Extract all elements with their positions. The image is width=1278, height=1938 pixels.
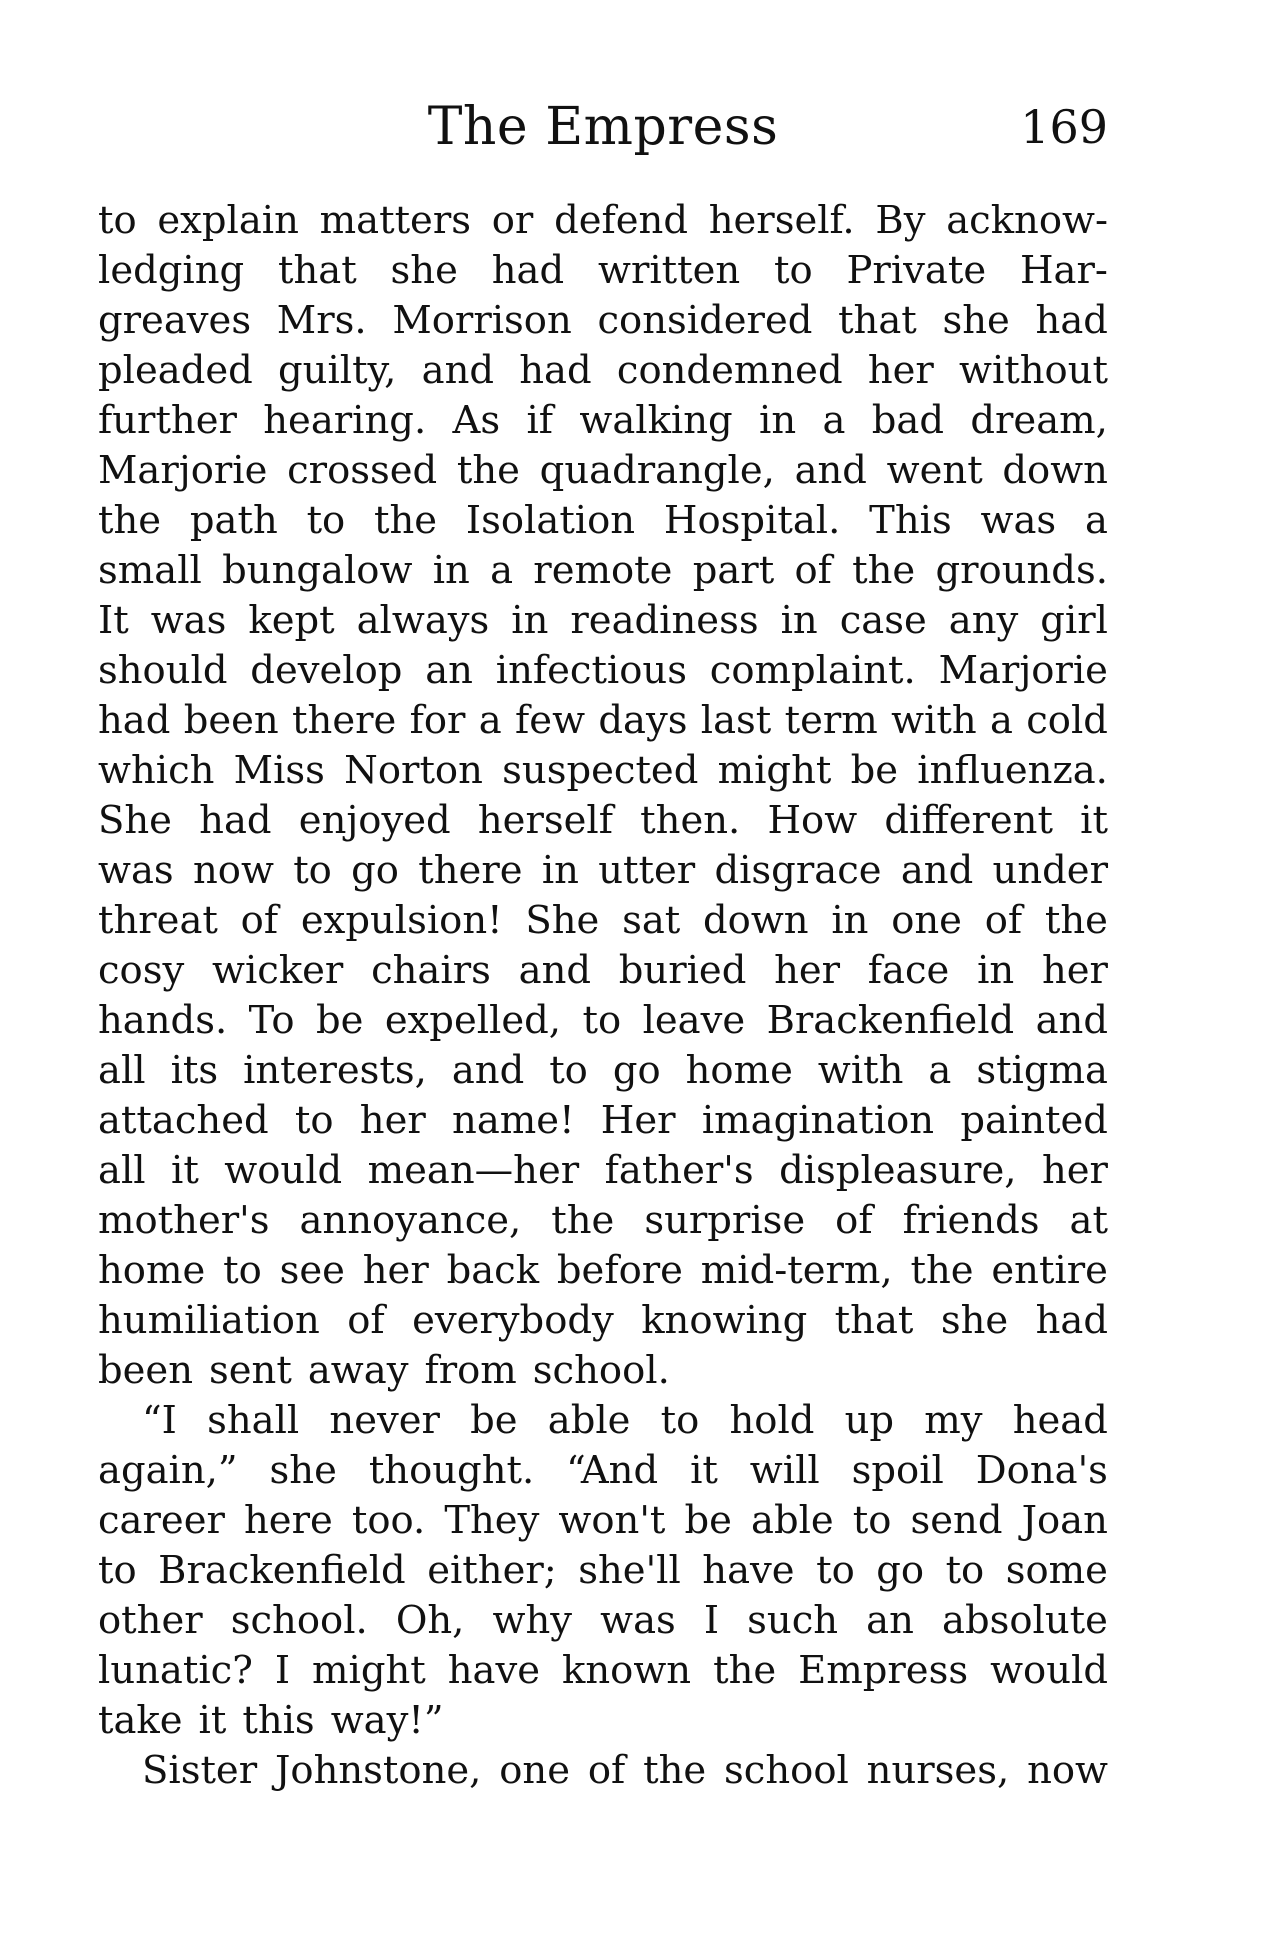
word: hearing. [263,398,427,443]
word: walking [579,398,733,443]
text-line [98,546,1108,596]
text-line [98,946,1108,996]
word: the [713,1648,777,1693]
word: she [390,248,458,293]
text-line [98,1296,1108,1346]
text-line [98,1396,1108,1446]
word: of [347,1298,385,1343]
word: utter [598,848,696,893]
word: sent [209,1348,292,1393]
text-line [98,796,1108,846]
word: a [478,698,502,743]
word: threat [98,898,218,943]
word: This [869,498,952,543]
word: have [702,1548,795,1593]
word: one [499,1748,570,1793]
text-line [98,296,1108,346]
word: a [989,698,1013,743]
word: my [924,1398,983,1443]
word: How [767,798,858,843]
word: before [556,1248,683,1293]
word: one [891,898,962,943]
word: why [492,1598,573,1643]
word: again,” [98,1448,238,1493]
word: complaint. [709,648,916,693]
word: down [703,898,809,943]
word: be [315,998,364,1043]
word: It [98,598,129,643]
word: herself. [708,198,855,243]
word: knowing [641,1298,808,1343]
word: enjoyed [298,798,451,843]
word: see [279,1248,345,1293]
word: never [329,1398,440,1443]
word: take [98,1698,183,1743]
text-line [98,496,1108,546]
word: had [199,798,272,843]
word: Private [846,248,987,293]
word: to [816,1548,855,1593]
word: in [759,398,797,443]
word: go [351,848,399,893]
word: at [1069,1198,1108,1243]
word: under [992,848,1108,893]
word: Johnstone, [274,1748,482,1793]
word: now [1027,1748,1108,1793]
word: be [850,748,899,793]
word: either; [427,1548,557,1593]
word: develop [250,648,403,693]
word: expelled, [384,998,562,1043]
word: and [451,1048,525,1093]
word: influenza. [917,748,1108,793]
word: here [243,1498,333,1543]
word: Marjorie [938,648,1108,693]
word: They [444,1498,540,1543]
word: expulsion! [300,898,503,943]
word: to [660,1398,700,1443]
word: She [98,798,172,843]
word: name! [452,1098,575,1143]
word: be [684,1498,732,1543]
word: small [98,548,202,593]
word: greaves [98,298,252,343]
word: infectious [495,648,687,693]
word: attached [98,1098,269,1143]
word: which [98,748,215,793]
word: ledging [98,248,245,293]
word: written [597,248,741,293]
word: in [780,598,818,643]
body-text [98,196,1108,1796]
word: I [274,1648,291,1693]
word: for [409,698,466,743]
word: it [690,1448,718,1493]
word: that [834,1298,914,1343]
word: Dona's [975,1448,1108,1493]
word: bungalow [222,548,413,593]
word: days [598,698,688,743]
word: hold [729,1398,815,1443]
word: career [98,1498,225,1543]
word: to [945,1548,985,1593]
word: to [294,1098,334,1143]
word: been [98,1348,194,1393]
word: Har- [1019,248,1108,293]
word: everybody [412,1298,614,1343]
word: Brackenfield [158,1548,406,1593]
word: and [1035,998,1108,1043]
text-line [98,346,1108,396]
word: mid-term, [700,1248,893,1293]
word: dream, [970,398,1108,443]
word: school. [532,1348,670,1393]
word: kept [248,598,335,643]
text-line [98,1446,1108,1496]
word: of [240,898,279,943]
word: Sister [142,1748,258,1793]
word: disgrace [714,848,882,893]
word: to [98,198,137,243]
text-line [98,1196,1108,1246]
word: defend [554,198,688,243]
word: buried [618,948,747,993]
text-line [98,1146,1108,1196]
text-line [98,1046,1108,1096]
text-line [98,1746,1108,1796]
text-line [98,1096,1108,1146]
word: her [362,1248,429,1293]
word: mother's [98,1198,270,1243]
word: able [547,1398,631,1443]
word: her [774,948,841,993]
word: different [884,798,1053,843]
word: school [724,1748,849,1793]
word: father's [604,1148,754,1193]
word: the [1044,898,1108,943]
word: condemned [616,348,843,393]
word: school. [230,1598,368,1643]
word: and [518,948,592,993]
word: bad [871,398,945,443]
text-line [98,196,1108,246]
word: should [98,648,228,693]
word: and [794,448,867,493]
word: case [839,598,927,643]
word: go [876,1548,925,1593]
word: sat [622,898,681,943]
word: all [98,1048,146,1093]
word: an [866,1598,914,1643]
word: an [425,648,473,693]
word: that [278,248,357,293]
word: Brackenfield [766,998,1015,1043]
word: further [98,398,237,443]
word: then. [640,798,741,843]
word: would [990,1648,1108,1693]
word: absolute [941,1598,1108,1643]
word: By [875,198,926,243]
word: all [98,1148,146,1193]
word: home [685,1048,793,1093]
word: had [519,348,592,393]
text-line [98,446,1108,496]
word: girl [1040,598,1108,643]
word: might [312,1648,426,1693]
word: readiness [570,598,759,643]
word: the [551,1198,615,1243]
word: suspected [502,748,699,793]
word: had [98,698,171,743]
word: it [198,1698,227,1743]
word: interests, [243,1048,427,1093]
word: back [446,1248,540,1293]
word: Empress [798,1648,969,1693]
word: of [794,548,832,593]
word: go [612,1048,661,1093]
word: mean—her [367,1148,580,1193]
word: shall [207,1398,300,1443]
word: too. [351,1498,426,1543]
text-line [98,396,1108,446]
word: a [822,398,846,443]
word: her [359,1098,426,1143]
word: its [170,1048,219,1093]
word: it [171,1148,199,1193]
word: “I [142,1398,177,1443]
text-line [98,696,1108,746]
word: Joan [1021,1498,1108,1543]
word: last [700,698,772,743]
word: hands. [98,998,228,1043]
text-line [98,596,1108,646]
word: spoil [851,1448,944,1493]
word: Mrs. [276,298,367,343]
word: Oh, [395,1598,465,1643]
page-number: 169 [1020,100,1108,154]
word: to [306,498,346,543]
word: in [511,598,549,643]
word: would [224,1148,343,1193]
word: entire [991,1248,1108,1293]
word: painted [960,1098,1108,1143]
text-line [98,1246,1108,1296]
word: to [774,248,813,293]
word: thought. [368,1448,535,1493]
word: if [526,398,554,443]
word: stigma [976,1048,1108,1093]
word: her [1041,1148,1108,1193]
word: now [192,848,274,893]
word: had [491,248,565,293]
word: “And [566,1448,659,1493]
word: term [784,698,878,743]
word: head [1012,1398,1108,1443]
running-title: The Empress [427,97,779,157]
word: there [292,698,397,743]
word: grounds. [935,548,1108,593]
text-line [98,1346,1108,1396]
word: and [900,848,974,893]
text-line [98,646,1108,696]
word: some [1005,1548,1108,1593]
text-line [98,1496,1108,1546]
text-line [98,1546,1108,1596]
word: to [852,1498,892,1543]
word: away [307,1348,409,1393]
word: in [541,848,579,893]
word: remote [533,548,673,593]
word: home [98,1248,206,1293]
word: her [1041,948,1108,993]
word: few [515,698,586,743]
word: with [817,1048,904,1093]
text-line [98,996,1108,1046]
word: will [749,1448,820,1493]
word: a [1085,498,1108,543]
text-line [98,1696,1108,1746]
word: to [223,1248,262,1293]
word: any [948,598,1019,643]
word: friends [902,1198,1040,1243]
word: acknow- [946,198,1108,243]
word: from [424,1348,517,1393]
word: Miss [233,748,325,793]
word: lunatic? [98,1648,253,1693]
word: was [600,1598,676,1643]
word: her [867,348,934,393]
word: she [269,1448,337,1493]
word: the [98,498,162,543]
word: or [491,198,534,243]
word: the [852,548,916,593]
word: quadrangle, [539,448,775,493]
word: path [189,498,278,543]
word: in [977,948,1015,993]
word: crossed [287,448,438,493]
word: in [831,898,869,943]
word: annoyance, [299,1198,522,1243]
word: the [456,448,520,493]
word: Marjorie [98,448,268,493]
word: She [525,898,600,943]
word: and [421,348,495,393]
word: send [910,1498,1003,1543]
word: Hospital. [663,498,841,543]
word: of [984,898,1023,943]
running-head [98,92,1108,162]
word: guilty, [278,348,397,393]
word: nurses, [866,1748,1010,1793]
word: been [183,698,279,743]
word: I [703,1598,720,1643]
word: to [98,1548,137,1593]
word: imagination [701,1098,935,1143]
text-line [98,846,1108,896]
word: she [940,1298,1009,1343]
word: have [447,1648,541,1693]
word: that [838,298,917,343]
word: able [750,1498,834,1543]
word: chairs [371,948,491,993]
word: way!” [330,1698,444,1743]
text-line [98,1646,1108,1696]
word: matters [319,198,472,243]
word: was [150,598,227,643]
text-line [98,1596,1108,1646]
word: had [1035,1298,1108,1343]
word: down [1002,448,1108,493]
word: As [452,398,501,443]
word: cold [1026,698,1108,743]
word: displeasure, [779,1148,1017,1193]
text-line [98,746,1108,796]
word: such [747,1598,839,1643]
word: up [844,1398,895,1443]
word: to [549,1048,588,1093]
word: surprise [644,1198,806,1243]
word: might [717,748,832,793]
word: a [928,1048,952,1093]
word: was [980,498,1057,543]
word: be [470,1398,518,1443]
word: wicker [211,948,344,993]
word: leave [642,998,746,1043]
word: she [942,298,1010,343]
word: herself [477,798,613,843]
word: cosy [98,948,185,993]
word: pleaded [98,348,253,393]
word: considered [597,298,813,343]
word: Her [600,1098,676,1143]
word: the [910,1248,974,1293]
word: part [692,548,775,593]
word: the [643,1748,707,1793]
word: was [98,848,174,893]
word: of [835,1198,873,1243]
word: it [1080,798,1108,843]
word: a [490,548,514,593]
word: humiliation [98,1298,320,1343]
word: Norton [344,748,483,793]
word: with [891,698,977,743]
word: in [432,548,470,593]
word: without [959,348,1108,393]
word: she'll [578,1548,681,1593]
word: face [867,948,950,993]
word: to [582,998,622,1043]
word: of [587,1748,626,1793]
text-line [98,246,1108,296]
word: to [293,848,332,893]
word: explain [157,198,299,243]
word: won't [558,1498,666,1543]
word: there [418,848,523,893]
text-line [98,896,1108,946]
word: To [248,998,295,1043]
word: went [886,448,983,493]
word: this [242,1698,315,1743]
word: Isolation [465,498,636,543]
word: known [562,1648,692,1693]
word: Morrison [392,298,572,343]
word: had [1035,298,1108,343]
word: the [374,498,438,543]
word: other [98,1598,203,1643]
word: always [356,598,490,643]
